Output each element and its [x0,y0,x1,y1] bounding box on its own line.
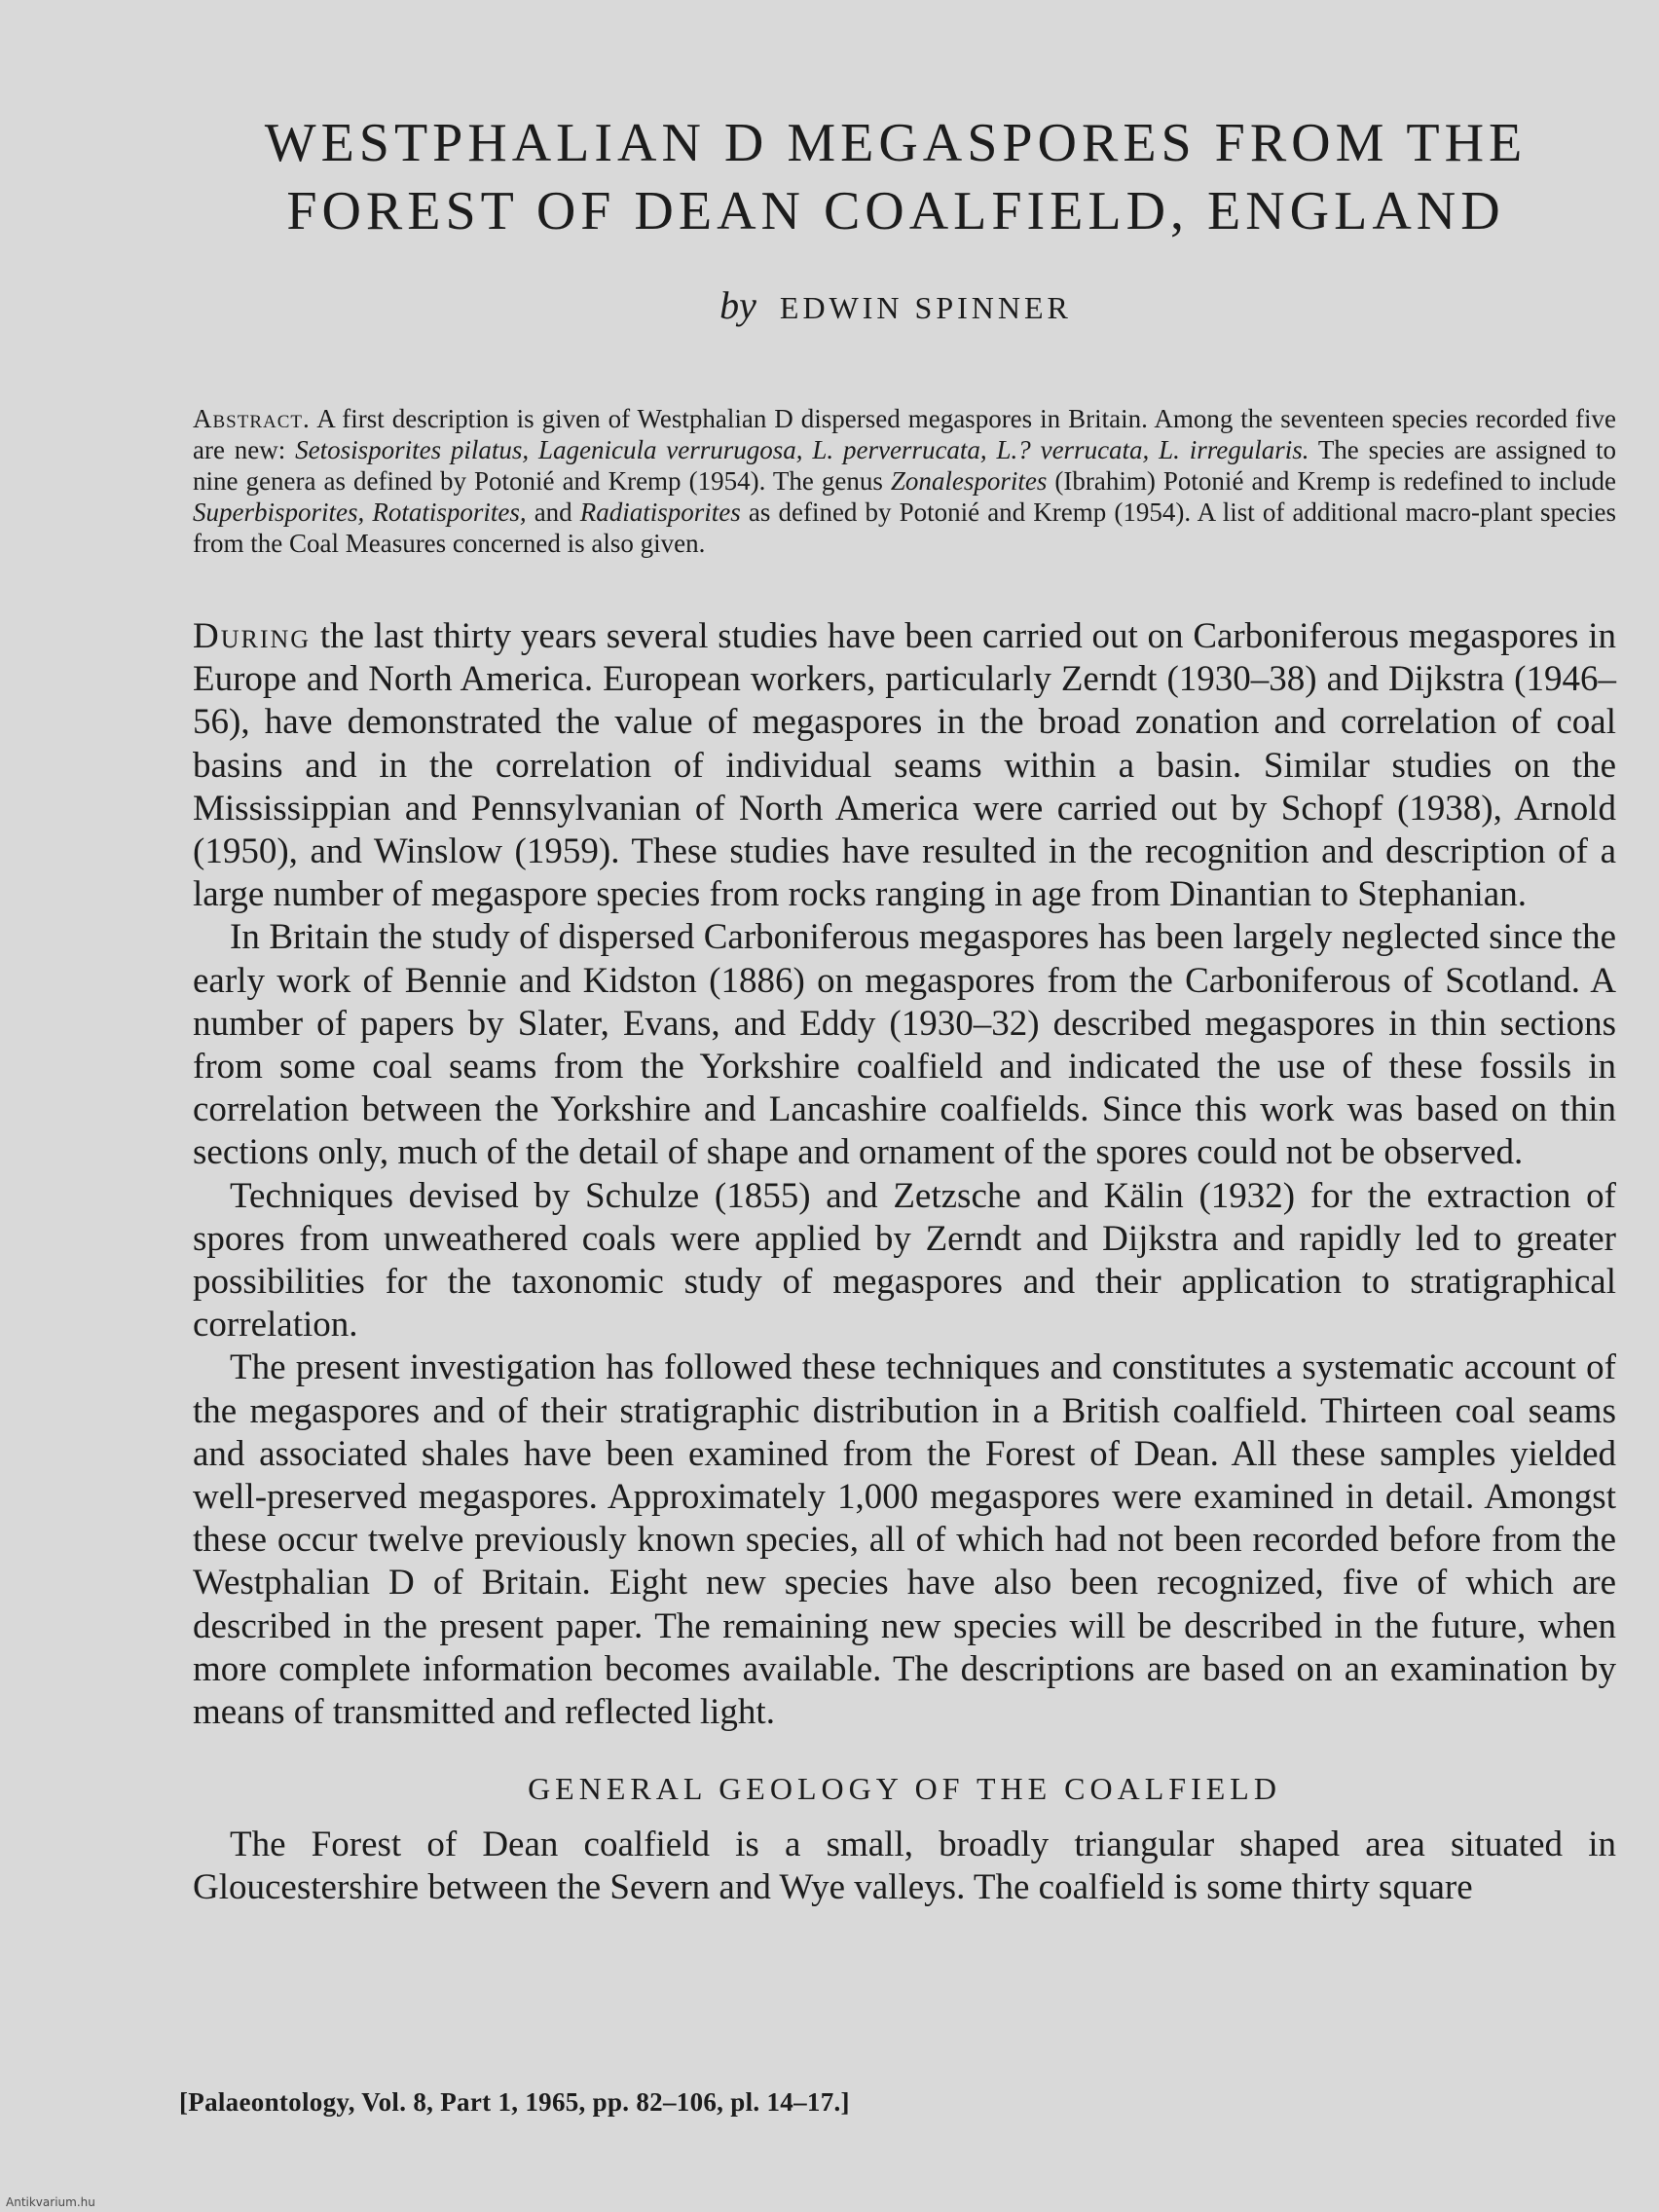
watermark: Antikvarium.hu [6,2195,95,2209]
abstract-text-4: and [526,498,580,527]
abstract-species-list: Setosisporites pilatus, Lagenicula verrurugosa, L. perverrucata, L.? verrucata, L. irregularis. [295,435,1309,464]
section-heading: GENERAL GEOLOGY OF THE COALFIELD [528,1771,1281,1807]
journal-citation: [Palaeontology, Vol. 8, Part 1, 1965, pp. 82–106, pl. 14–17.] [179,2087,850,2117]
abstract-text-5: as defined by Potonié and Kremp (1954). A list of additional macro-plant species from the Coal Measures concerned is also given. [193,498,1616,558]
paragraph-2: In Britain the study of dispersed Carboniferous megaspores has been largely neglected since the early work of Bennie and Kidston (1886) on megaspores from the Carboniferous of Scotland. A number of papers by Slater, Evans, and Eddy (1930–32) described megaspores in thin sections from some coal seams from the Yorkshire coalfield and indicated the use of these fossils in correlation between the Yorkshire and Lancashire coalfields. Since this work was based on thin sections only, much of the detail of shape and ornament of the spores could not be observed. [193,917,1616,1173]
abstract-text-3: (Ibrahim) Potonié and Kremp is redefined to include [1047,466,1616,496]
abstract-text-1: A first description is given of Westphalian D dispersed megaspores in Britain. Among the seventeen species recorded five are new: [193,404,1616,464]
paragraph-1-text: the last thirty years several studies have been carried out on Carboniferous megaspores in Europe and North America. European workers, particularly Zerndt (1930–38) and Dijkstra (1946–56), have demonstrated the value of megaspores in the broad zonation and correlation of coal basins and in the correlation of individual seams within a basin. Similar studies on the Mississippian and Pennsylvanian of North America were carried out by Schopf (1938), Arnold (1950), and Winslow (1959). These studies have resulted in the recognition and description of a large number of megaspore species from rocks ranging in age from Dinantian to Stephanian. [193,616,1616,915]
abstract-label: Abstract. [193,404,311,433]
paragraph-1-lead: During [193,616,312,656]
abstract-text-2: The species are assigned to nine genera as defined by Potonié and Kremp (1954). The genus [193,435,1616,496]
paragraph-3: Techniques devised by Schulze (1855) and Zetzsche and Kälin (1932) for the extraction of spores from unweathered coals were applied by Zerndt and Dijkstra and rapidly led to greater possibilities for the taxonomic study of megaspores and their application to stratigraphical correlation. [193,1175,1616,1346]
abstract-genera-list: Superbisporites, Rotatisporites, [193,498,527,527]
title-line-2: FOREST OF DEAN COALFIELD, ENGLAND [286,181,1505,241]
paragraph-1 [193,615,1616,916]
paper-title [224,109,1567,245]
abstract-genus-zonalesporites: Zonalesporites [890,466,1048,496]
title-line-1: WESTPHALIAN D MEGASPORES FROM THE [264,113,1528,173]
author-name: EDWIN SPINNER [779,290,1072,325]
abstract [193,403,1616,559]
paragraph-4: The present investigation has followed these techniques and constitutes a systematic account of the megaspores and of their stratigraphic distribution in a British coalfield. Thirteen coal seams and associated shales have been examined from the Forest of Dean. All these samples yielded well-preserved megaspores. Approximately 1,000 megaspores were examined in detail. Amongst these occur twelve previously known species, all of which had not been recorded before from the Westphalian D of Britain. Eight new species have also been recognized, five of which are described in the present paper. The remaining new species will be described in the future, when more complete information becomes available. The descriptions are based on an examination by means of transmitted and reflected light. [193,1347,1616,1733]
abstract-genus-radiatisporites: Radiatisporites [579,498,741,527]
byline-by: by [719,283,756,327]
paragraph-5: The Forest of Dean coalfield is a small, broadly triangular shaped area situated in Gloucestershire between the Severn and Wye valleys. The coalfield is some thirty square [193,1825,1616,1908]
body-text [193,615,1616,1910]
author-byline [224,282,1567,328]
